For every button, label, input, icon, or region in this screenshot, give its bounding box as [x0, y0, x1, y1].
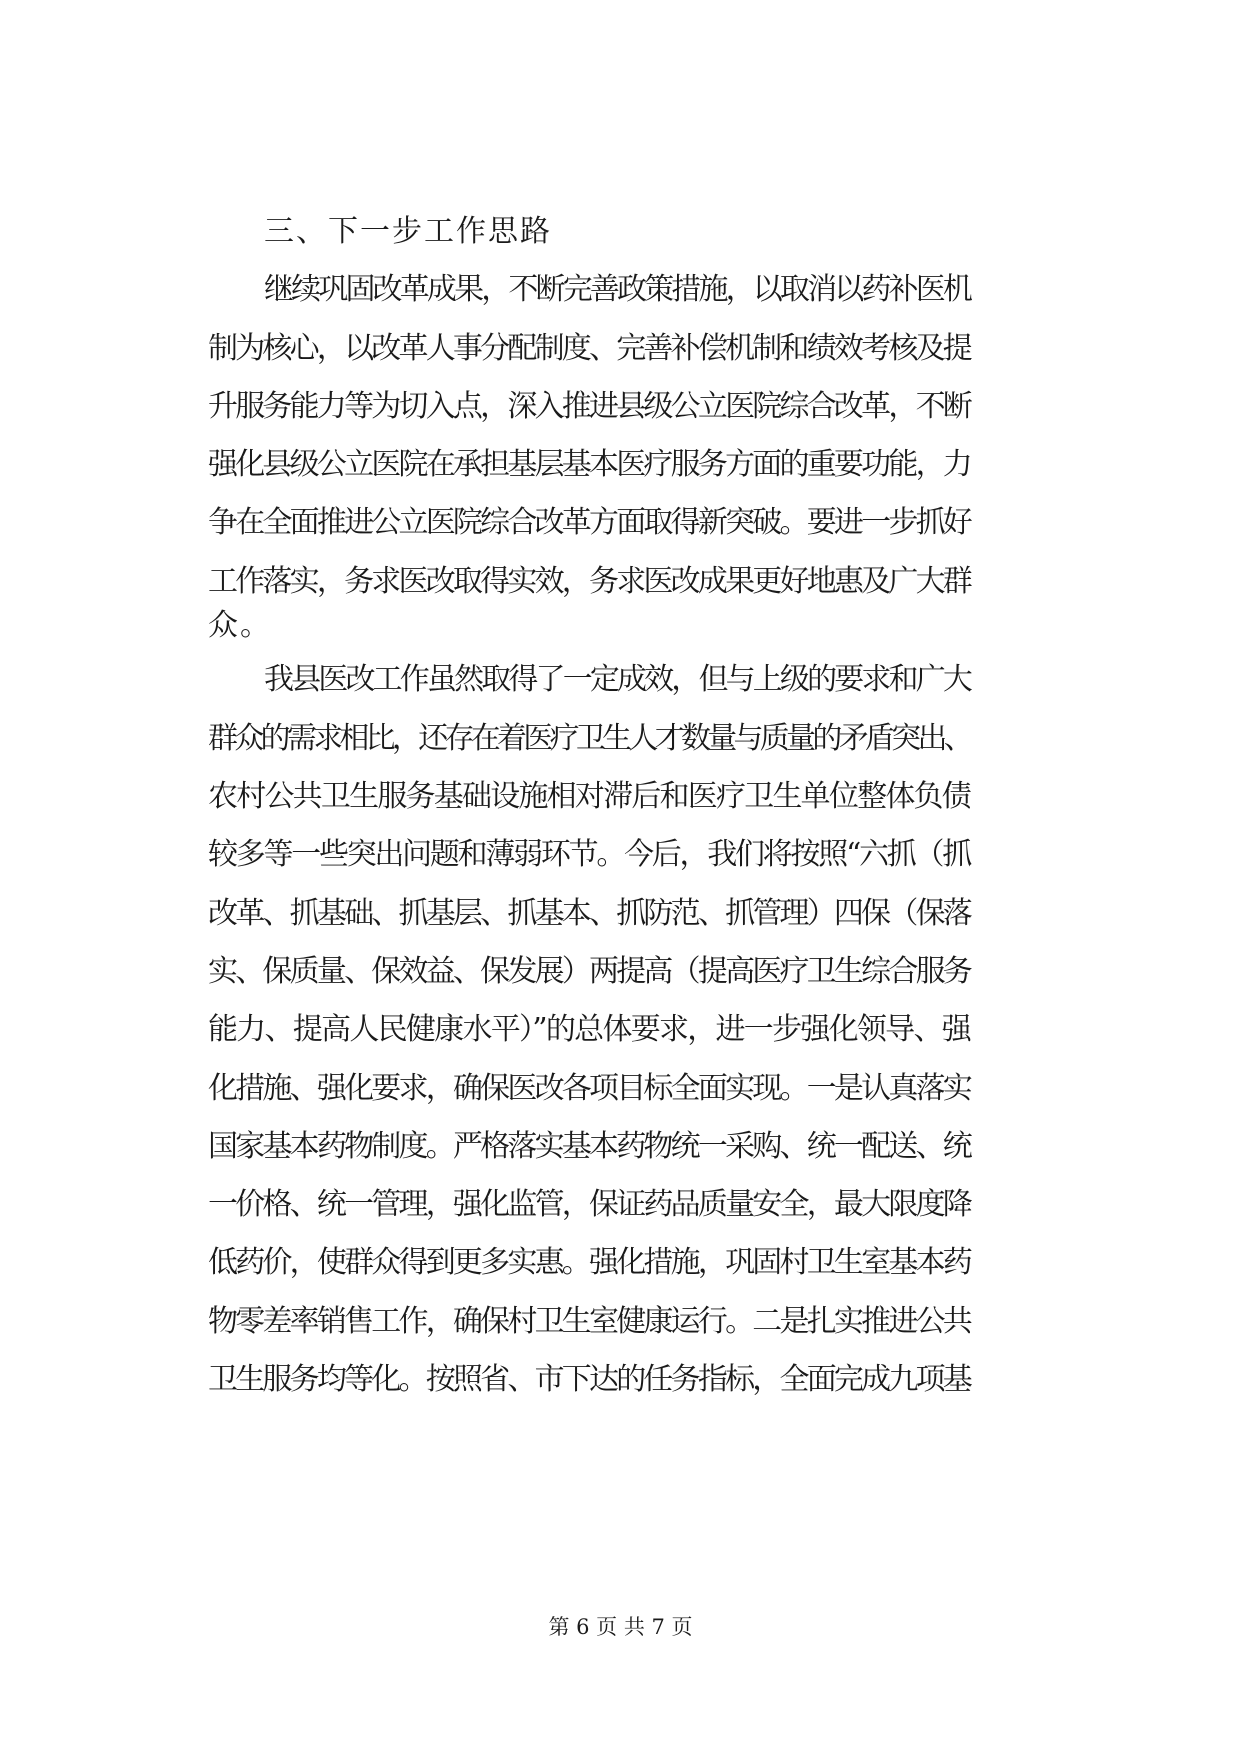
- paragraph1-line-text: 升服务能力等为切入点，深入推进县级公立医院综合改革，不断: [208, 389, 970, 424]
- paragraph2-line: [0, 1290, 1241, 1354]
- paragraph2-line: [0, 707, 1241, 771]
- paragraph2-line-text: 化措施、强化要求，确保医改各项目标全面实现。一是认真落实: [208, 1071, 970, 1106]
- paragraph2-line: [0, 765, 1241, 829]
- paragraph1-line-text: 争在全面推进公立医院综合改革方面取得新突破。要进一步抓好: [208, 505, 970, 540]
- page-footer: 第 6 页 共 7 页: [548, 1615, 693, 1639]
- paragraph2-line-text: 我县医改工作虽然取得了一定成效，但与上级的要求和广大: [264, 662, 970, 697]
- section-heading-text: 三、下一步工作思路: [264, 214, 552, 249]
- paragraph2-line-text: 卫生服务均等化。按照省、市下达的任务指标，全面完成九项基: [208, 1362, 970, 1397]
- paragraph1-line-text: 继续巩固改革成果，不断完善政策措施，以取消以药补医机: [264, 272, 970, 307]
- paragraph2-line: [0, 823, 1241, 887]
- paragraph2-line-text: 群众的需求相比，还存在着医疗卫生人才数量与质量的矛盾突出、: [208, 721, 970, 756]
- paragraph1-line-text: 工作落实，务求医改取得实效，务求医改成果更好地惠及广大群: [208, 564, 970, 599]
- paragraph2-line: [0, 1348, 1241, 1412]
- paragraph2-line-text: 一价格、统一管理，强化监管，保证药品质量安全，最大限度降: [208, 1187, 970, 1222]
- paragraph2-line-text: 国家基本药物制度。严格落实基本药物统一采购、统一配送、统: [208, 1129, 970, 1164]
- paragraph1-line: [0, 375, 1241, 439]
- paragraph2-line-text: 物零差率销售工作，确保村卫生室健康运行。二是扎实推进公共: [208, 1304, 970, 1339]
- paragraph2-line: [0, 648, 1241, 712]
- paragraph2-line: [0, 940, 1241, 1004]
- paragraph2-line: [0, 1057, 1241, 1121]
- paragraph1-line: [0, 433, 1241, 497]
- paragraph2-line-text: 改革、抓基础、抓基层、抓基本、抓防范、抓管理）四保（保落: [208, 896, 970, 931]
- paragraph2-line-text: 实、保质量、保效益、保发展）两提高（提高医疗卫生综合服务: [208, 954, 970, 989]
- paragraph2-line-text: 较多等一些突出问题和薄弱环节。今后，我们将按照“六抓（抓: [208, 837, 970, 872]
- paragraph2-line: [0, 998, 1241, 1062]
- paragraph1-line-text: 众。: [208, 608, 272, 643]
- paragraph2-line: [0, 1173, 1241, 1237]
- paragraph1-line: [0, 317, 1241, 381]
- paragraph2-line-text: 农村公共卫生服务基础设施相对滞后和医疗卫生单位整体负债: [208, 779, 970, 814]
- paragraph1-line: [0, 491, 1241, 555]
- paragraph2-line-text: 低药价，使群众得到更多实惠。强化措施，巩固村卫生室基本药: [208, 1245, 970, 1280]
- paragraph1-line-text: 制为核心，以改革人事分配制度、完善补偿机制和绩效考核及提: [208, 331, 970, 366]
- paragraph1-line-text: 强化县级公立医院在承担基层基本医疗服务方面的重要功能，力: [208, 447, 970, 482]
- paragraph2-line: [0, 882, 1241, 946]
- section-heading: [0, 200, 1241, 264]
- paragraph2-line: [0, 1115, 1241, 1179]
- paragraph2-line: [0, 1231, 1241, 1295]
- paragraph1-line: [0, 258, 1241, 322]
- paragraph2-line-text: 能力、提高人民健康水平）”的总体要求，进一步强化领导、强: [208, 1012, 970, 1047]
